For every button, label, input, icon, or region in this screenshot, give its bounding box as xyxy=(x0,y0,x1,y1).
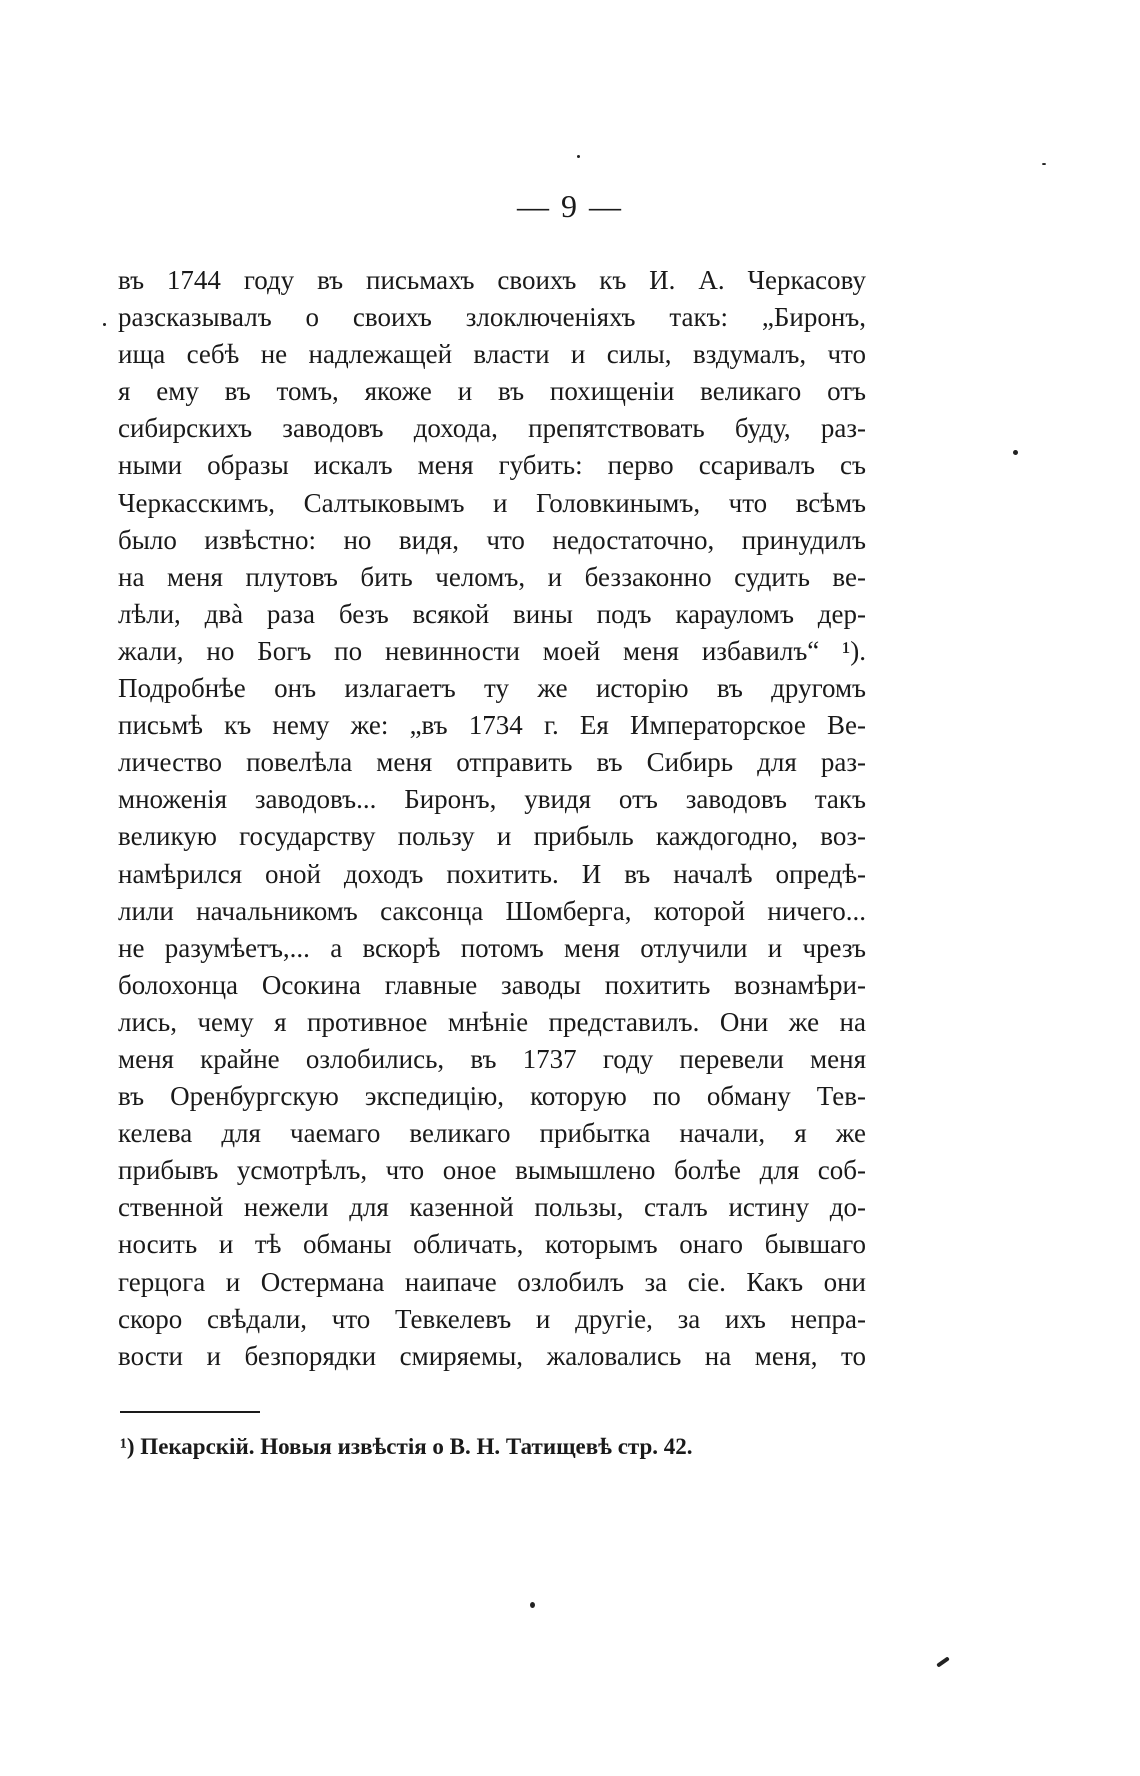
text-line: я ему въ томъ, якоже и въ похищеніи великаго отъ xyxy=(118,376,866,407)
text-line: великую государству пользу и прибыль каждогодно, воз- xyxy=(118,821,866,852)
scan-speck xyxy=(103,323,106,326)
text-line: герцога и Остермана наипаче озлобилъ за сіе. Какъ они xyxy=(118,1266,866,1297)
scan-speck xyxy=(936,1656,950,1667)
footnote: ¹) Пекарскій. Новыя извѣстія о В. Н. Татищевѣ стр. 42. xyxy=(120,1434,693,1459)
text-line: лили начальникомъ саксонца Шомберга, которой ничего... xyxy=(118,895,866,926)
text-line: въ 1744 году въ письмахъ своихъ къ И. А. Черкасову xyxy=(118,265,866,295)
text-line: было извѣстно: но видя, что недостаточно, принудилъ xyxy=(118,524,866,555)
text-line: письмѣ къ нему же: „въ 1734 г. Ея Императорское Ве- xyxy=(118,710,866,741)
scan-speck xyxy=(577,155,580,158)
text-line: на меня плутовъ бить челомъ, и беззаконно судить ве- xyxy=(118,561,866,592)
page-number: — 9 — xyxy=(517,188,623,224)
text-line: намѣрился оной доходъ похитить. И въ началѣ опредѣ- xyxy=(118,858,866,889)
text-line: ища себѣ не надлежащей власти и силы, вздумалъ, что xyxy=(118,339,866,370)
text-line: личество повелѣла меня отправить въ Сибирь для раз- xyxy=(118,747,866,778)
text-line: ными образы искалъ меня губить: перво ссаривалъ съ xyxy=(118,450,866,481)
text-line: разсказывалъ о своихъ злоключеніяхъ такъ: „Биронъ, xyxy=(118,302,866,333)
text-line: меня крайне озлобились, въ 1737 году перевели меня xyxy=(118,1043,866,1074)
scan-speck xyxy=(1013,450,1018,455)
text-line: множенія заводовъ... Биронъ, увидя отъ заводовъ такъ xyxy=(118,784,866,815)
footnote-rule xyxy=(120,1411,260,1413)
text-line: ственной нежели для казенной пользы, сталъ истину до- xyxy=(118,1192,866,1223)
text-line: болохонца Осокина главные заводы похитить вознамѣри- xyxy=(118,969,866,1000)
text-line: жали, но Богъ по невинности моей меня избавилъ“ ¹). xyxy=(118,635,866,666)
text-line: лѣли, двà раза безъ всякой вины подъ карауломъ дер- xyxy=(118,598,866,629)
text-line: въ Оренбургскую экспедицію, которую по обману Тев- xyxy=(118,1081,866,1112)
text-line: келева для чаемаго великаго прибытка начали, я же xyxy=(118,1118,866,1149)
text-line: Черкасскимъ, Салтыковымъ и Головкинымъ, что всѣмъ xyxy=(118,487,866,518)
text-line: не разумѣетъ,... а вскорѣ потомъ меня отлучили и чрезъ xyxy=(118,932,866,963)
body-text xyxy=(118,262,866,1375)
scan-speck xyxy=(530,1602,535,1608)
text-line: Подробнѣе онъ излагаетъ ту же исторію въ другомъ xyxy=(118,673,866,704)
text-line: прибывъ усмотрѣлъ, что оное вымышлено болѣе для соб- xyxy=(118,1155,866,1186)
text-line: сибирскихъ заводовъ дохода, препятствовать буду, раз- xyxy=(118,413,866,444)
text-line: вости и безпорядки смиряемы, жаловались на меня, то xyxy=(118,1340,866,1371)
text-line: носить и тѣ обманы обличать, которымъ онаго бывшаго xyxy=(118,1229,866,1260)
scan-speck xyxy=(1042,163,1046,165)
text-line: лись, чему я противное мнѣніе представилъ. Они же на xyxy=(118,1006,866,1037)
text-line: скоро свѣдали, что Тевкелевъ и другіе, за ихъ непра- xyxy=(118,1303,866,1334)
